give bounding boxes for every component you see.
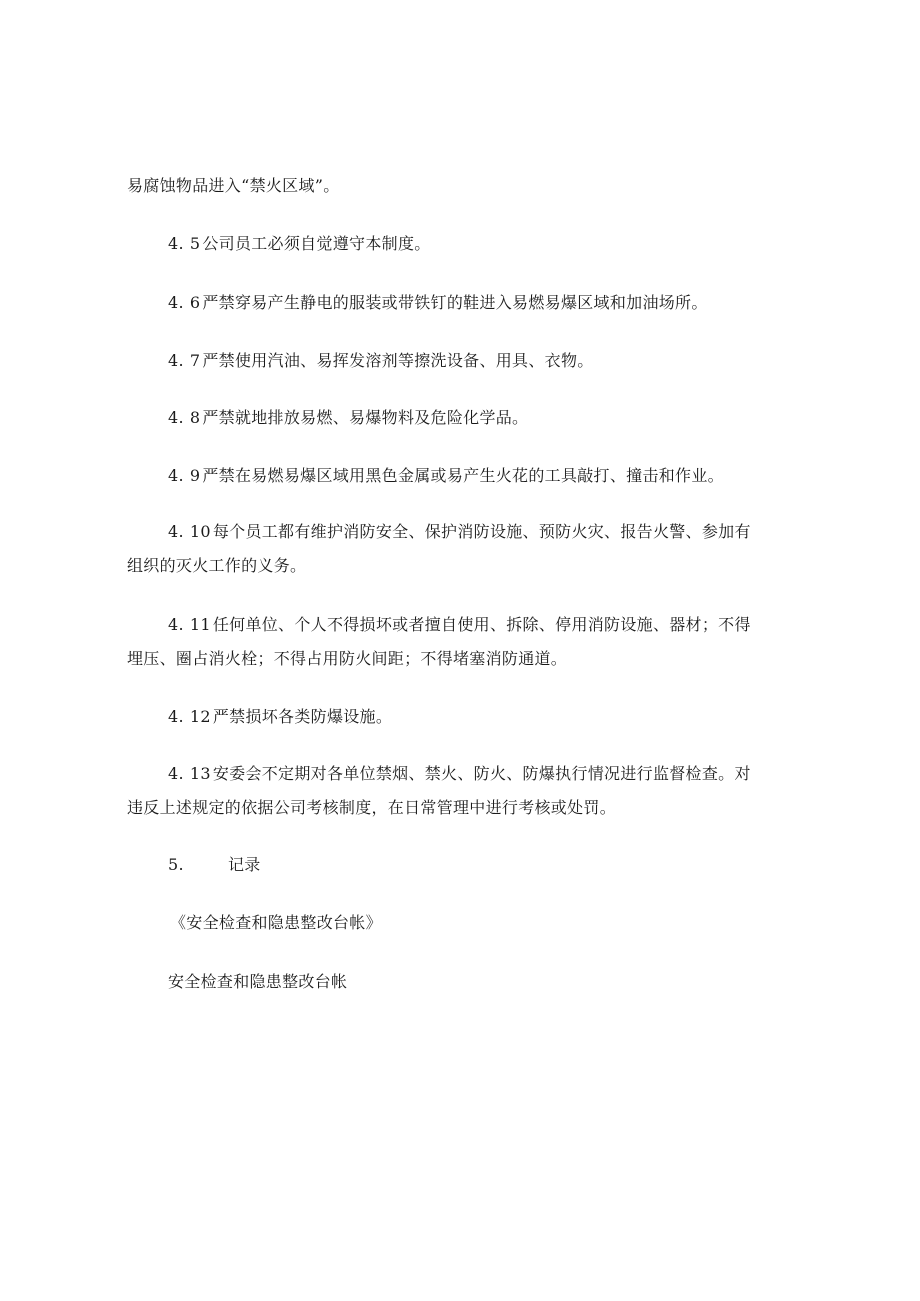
clause-4-6 bbox=[168, 293, 828, 313]
clause-number: 4. bbox=[168, 293, 184, 312]
clause-4-5 bbox=[168, 234, 828, 254]
clause-4-13 bbox=[168, 764, 828, 784]
record-title: 安全检查和隐患整改台帐 bbox=[168, 972, 348, 991]
clause-4-10 bbox=[168, 522, 828, 542]
clause-4-7 bbox=[168, 351, 828, 371]
clause-number: 4. bbox=[168, 234, 184, 253]
clause-subnumber: 5 bbox=[189, 234, 201, 253]
clause-text: 严禁穿易产生静电的服装或带铁钉的鞋进入易燃易爆区域和加油场所。 bbox=[202, 293, 708, 312]
clause-subnumber: 8 bbox=[189, 408, 201, 427]
clause-text: 严禁在易燃易爆区域用黑色金属或易产生火花的工具敲打、撞击和作业。 bbox=[202, 466, 724, 485]
clause-text: 严禁使用汽油、易挥发溶剂等擦洗设备、用具、衣物。 bbox=[202, 351, 594, 370]
clause-text: 每个员工都有维护消防安全、保护消防设施、预防火灾、报告火警、参加有 bbox=[212, 522, 751, 541]
clause-4-8 bbox=[168, 408, 828, 428]
clause-subnumber: 9 bbox=[189, 466, 201, 485]
clause-number: 4. bbox=[168, 707, 184, 726]
clause-number: 4. bbox=[168, 522, 184, 541]
record-reference: 《安全检查和隐患整改台帐》 bbox=[170, 913, 382, 932]
clause-number: 4. bbox=[168, 764, 184, 783]
clause-4-11-continuation: 埋压、圈占消火栓；不得占用防火间距；不得堵塞消防通道。 bbox=[127, 649, 568, 668]
section-number: 5. bbox=[168, 855, 184, 874]
clause-4-12 bbox=[168, 707, 828, 727]
clause-subnumber: 10 bbox=[189, 522, 211, 541]
clause-number: 4. bbox=[168, 351, 184, 370]
clause-text: 严禁就地排放易燃、易爆物料及危险化学品。 bbox=[202, 408, 529, 427]
clause-number: 4. bbox=[168, 466, 184, 485]
clause-number: 4. bbox=[168, 615, 184, 634]
clause-text: 任何单位、个人不得损坏或者擅自使用、拆除、停用消防设施、器材；不得 bbox=[212, 615, 751, 634]
clause-4-10-continuation: 组织的灭火工作的义务。 bbox=[127, 556, 307, 575]
clause-text: 严禁损坏各类防爆设施。 bbox=[212, 707, 393, 726]
clause-subnumber: 13 bbox=[189, 764, 211, 783]
clause-subnumber: 11 bbox=[189, 615, 211, 634]
clause-subnumber: 12 bbox=[189, 707, 211, 726]
continuation-line: 易腐蚀物品进入“禁火区域”。 bbox=[127, 176, 340, 195]
clause-4-9 bbox=[168, 466, 828, 486]
clause-4-13-continuation: 违反上述规定的依据公司考核制度，在日常管理中进行考核或处罚。 bbox=[127, 798, 617, 817]
clause-4-11 bbox=[168, 615, 828, 635]
clause-subnumber: 6 bbox=[189, 293, 201, 312]
clause-text: 公司员工必须自觉遵守本制度。 bbox=[202, 234, 431, 253]
section-5-heading bbox=[168, 855, 828, 875]
clause-subnumber: 7 bbox=[189, 351, 201, 370]
section-title: 记录 bbox=[228, 855, 261, 874]
clause-text: 安委会不定期对各单位禁烟、禁火、防火、防爆执行情况进行监督检查。对 bbox=[212, 764, 751, 783]
clause-number: 4. bbox=[168, 408, 184, 427]
